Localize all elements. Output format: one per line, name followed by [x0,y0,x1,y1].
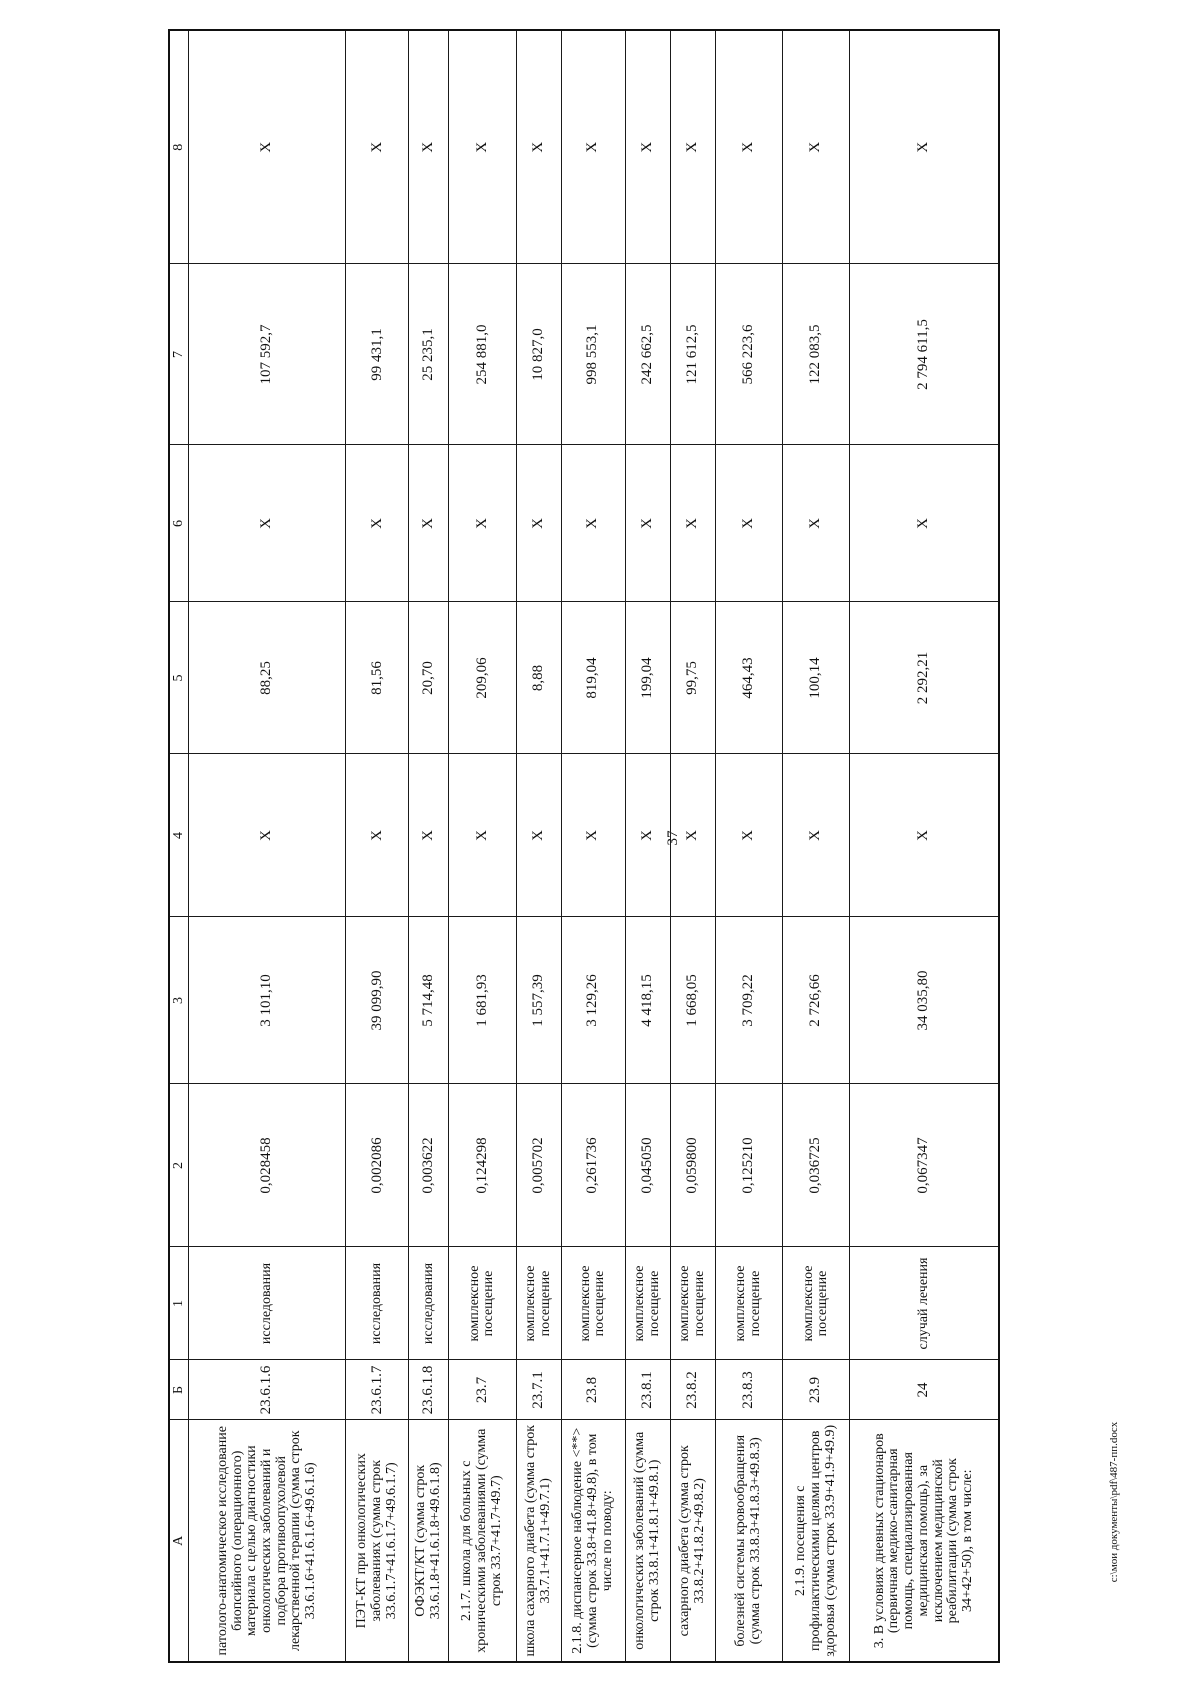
cell-col-7: 566 223,6 [715,264,782,445]
column-header: А [169,1420,189,1662]
row-unit: комплексное посещение [625,1247,670,1360]
table-row [516,30,561,1662]
cell-col-7: 107 592,7 [189,264,346,445]
cell-col-6: Х [516,445,561,602]
cell-col-5: 81,56 [346,602,409,754]
cell-col-8: Х [409,30,449,264]
row-unit: исследования [346,1247,409,1360]
page-number: 37 [665,830,681,846]
table-row [346,30,409,1662]
cell-col-4: Х [561,754,625,917]
cell-col-7: 25 235,1 [409,264,449,445]
cell-col-8: Х [346,30,409,264]
cell-col-3: 1 668,05 [670,917,715,1084]
row-name: болезней системы кровообращения (сумма строк 33.8.3+41.8.3+49.8.3) [715,1420,782,1662]
column-header: 7 [169,264,189,445]
cell-col-2: 0,125210 [715,1084,782,1247]
row-code: 23.7 [449,1360,516,1420]
row-unit: случай лечения [850,1247,999,1360]
cell-col-7: 242 662,5 [625,264,670,445]
cell-col-4: Х [409,754,449,917]
cell-col-7: 998 553,1 [561,264,625,445]
cell-col-6: Х [189,445,346,602]
cell-col-4: Х [670,754,715,917]
cell-col-2: 0,124298 [449,1084,516,1247]
cell-col-5: 2 292,21 [850,602,999,754]
row-code: 23.6.1.7 [346,1360,409,1420]
column-header: Б [169,1360,189,1420]
cell-col-7: 10 827,0 [516,264,561,445]
cell-col-4: Х [783,754,850,917]
cell-col-3: 1 681,93 [449,917,516,1084]
cell-col-4: Х [715,754,782,917]
cell-col-8: Х [850,30,999,264]
row-unit: комплексное посещение [715,1247,782,1360]
cell-col-2: 0,036725 [783,1084,850,1247]
cell-col-4: Х [189,754,346,917]
cell-col-8: Х [189,30,346,264]
cell-col-8: Х [449,30,516,264]
cell-col-3: 3 709,22 [715,917,782,1084]
row-code: 23.8 [561,1360,625,1420]
cell-col-4: Х [625,754,670,917]
row-unit: исследования [409,1247,449,1360]
cell-col-7: 121 612,5 [670,264,715,445]
cell-col-3: 3 129,26 [561,917,625,1084]
cell-col-8: Х [715,30,782,264]
row-unit: исследования [189,1247,346,1360]
cell-col-6: Х [409,445,449,602]
cell-col-3: 3 101,10 [189,917,346,1084]
cell-col-3: 2 726,66 [783,917,850,1084]
cell-col-5: 88,25 [189,602,346,754]
cell-col-2: 0,028458 [189,1084,346,1247]
row-name: школа сахарного диабета (сумма строк 33.7.1+41.7.1+49.7.1) [516,1420,561,1662]
cell-col-4: Х [516,754,561,917]
column-header: 5 [169,602,189,754]
row-name: онкологических заболеваний (сумма строк 33.8.1+41.8.1+49.8.1) [625,1420,670,1662]
row-name: 2.1.7. школа для больных с хроническими заболеваниями (сумма строк 33.7+41.7+49.7) [449,1420,516,1662]
row-unit: комплексное посещение [670,1247,715,1360]
cell-col-8: Х [625,30,670,264]
cell-col-5: 99,75 [670,602,715,754]
cell-col-3: 4 418,15 [625,917,670,1084]
cell-col-5: 819,04 [561,602,625,754]
row-code: 23.9 [783,1360,850,1420]
table-row [409,30,449,1662]
row-code: 23.8.3 [715,1360,782,1420]
cell-col-4: Х [850,754,999,917]
cell-col-5: 199,04 [625,602,670,754]
cell-col-5: 100,14 [783,602,850,754]
cell-col-3: 34 035,80 [850,917,999,1084]
cell-col-3: 5 714,48 [409,917,449,1084]
cell-col-2: 0,067347 [850,1084,999,1247]
column-header: 4 [169,754,189,917]
data-table [168,29,1000,1663]
cell-col-2: 0,045050 [625,1084,670,1247]
table-row [449,30,516,1662]
table-row [625,30,670,1662]
row-code: 24 [850,1360,999,1420]
table-row [189,30,346,1662]
row-unit: комплексное посещение [449,1247,516,1360]
cell-col-7: 99 431,1 [346,264,409,445]
row-code: 23.8.1 [625,1360,670,1420]
table-row [715,30,782,1662]
cell-col-6: Х [783,445,850,602]
cell-col-6: Х [449,445,516,602]
row-unit: комплексное посещение [783,1247,850,1360]
column-header: 8 [169,30,189,264]
row-name: патолого-анатомическое исследование биопсийного (операционного) материала с целью диагностики онкологических заболеваний и подбора противоопухолевой лекарственной терапии (сумма строк 33.6.1.6+41.6.1.6+49.6.1.6) [189,1420,346,1662]
cell-col-5: 209,06 [449,602,516,754]
row-name: 3. В условиях дневных стационаров (первичная медико-санитарная помощь, специализированная медицинская помощь), за исключением медицинской реабилитации (сумма строк 34+42+50), в том числе: [850,1420,999,1662]
row-name: ОФЭКТ/КТ (сумма строк 33.6.1.8+41.6.1.8+49.6.1.8) [409,1420,449,1662]
row-code: 23.6.1.6 [189,1360,346,1420]
row-code: 23.7.1 [516,1360,561,1420]
row-unit: комплексное посещение [561,1247,625,1360]
cell-col-8: Х [561,30,625,264]
cell-col-2: 0,002086 [346,1084,409,1247]
cell-col-5: 464,43 [715,602,782,754]
cell-col-2: 0,059800 [670,1084,715,1247]
row-code: 23.8.2 [670,1360,715,1420]
cell-col-8: Х [670,30,715,264]
table-row [670,30,715,1662]
cell-col-4: Х [449,754,516,917]
row-name: сахарного диабета (сумма строк 33.8.2+41.8.2+49.8.2) [670,1420,715,1662]
cell-col-5: 8,88 [516,602,561,754]
cell-col-6: Х [850,445,999,602]
column-header: 3 [169,917,189,1084]
file-path-footer: c:\мои документы\pdf\487-пп.docx [1108,1421,1120,1583]
cell-col-8: Х [783,30,850,264]
cell-col-2: 0,005702 [516,1084,561,1247]
cell-col-6: Х [561,445,625,602]
cell-col-7: 254 881,0 [449,264,516,445]
column-header: 6 [169,445,189,602]
column-header: 1 [169,1247,189,1360]
cell-col-7: 122 083,5 [783,264,850,445]
row-code: 23.6.1.8 [409,1360,449,1420]
row-name: 2.1.9. посещения с профилактическими целями центров здоровья (сумма строк 33.9+41.9+49.9) [783,1420,850,1662]
row-unit: комплексное посещение [516,1247,561,1360]
header-row [169,30,189,1662]
cell-col-5: 20,70 [409,602,449,754]
cell-col-3: 1 557,39 [516,917,561,1084]
cell-col-3: 39 099,90 [346,917,409,1084]
cell-col-6: Х [670,445,715,602]
table-row [850,30,999,1662]
table-row [561,30,625,1662]
cell-col-6: Х [715,445,782,602]
column-header: 2 [169,1084,189,1247]
cell-col-4: Х [346,754,409,917]
cell-col-6: Х [625,445,670,602]
cell-col-2: 0,003622 [409,1084,449,1247]
table-row [783,30,850,1662]
cell-col-7: 2 794 611,5 [850,264,999,445]
cell-col-2: 0,261736 [561,1084,625,1247]
cell-col-8: Х [516,30,561,264]
row-name: ПЭТ-КТ при онкологических заболеваниях (сумма строк 33.6.1.7+41.6.1.7+49.6.1.7) [346,1420,409,1662]
cell-col-6: Х [346,445,409,602]
table-container [168,31,1000,1663]
row-name: 2.1.8. диспансерное наблюдение <**> (сумма строк 33.8+41.8+49.8), в том числе по поводу: [561,1420,625,1662]
